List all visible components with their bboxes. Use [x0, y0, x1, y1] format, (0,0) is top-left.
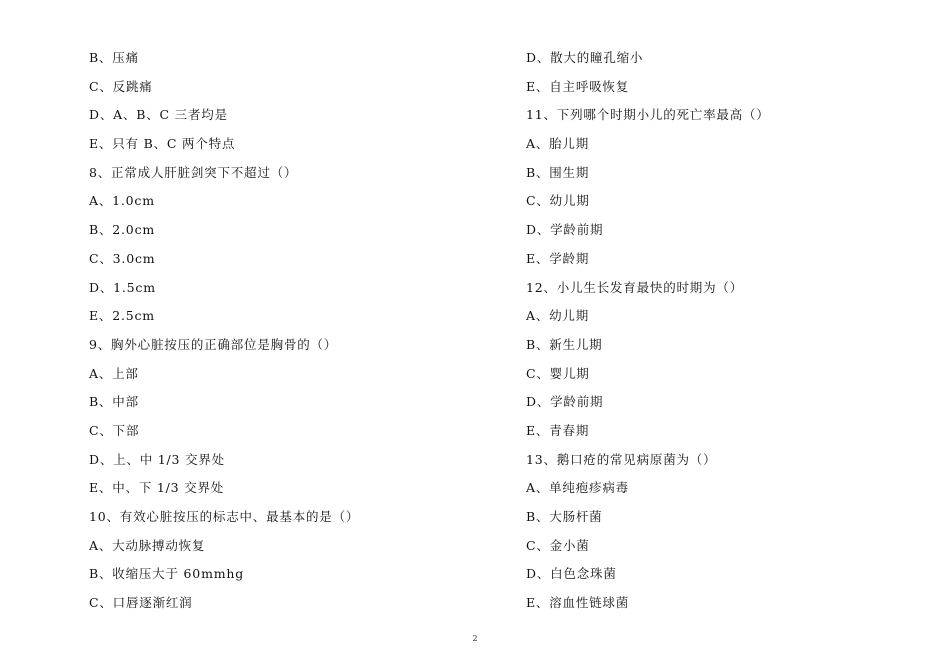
text-line: C、婴儿期: [526, 365, 590, 381]
page-number: 2: [472, 634, 478, 643]
right-column: [526, 44, 926, 618]
text-line: D、学龄前期: [526, 222, 604, 238]
text-line: C、下部: [89, 422, 140, 438]
text-line: A、上部: [89, 365, 139, 381]
text-line: C、金小菌: [526, 537, 590, 553]
text-line: E、只有 B、C 两个特点: [89, 136, 236, 152]
text-line: D、散大的瞳孔缩小: [526, 50, 644, 65]
text-line: E、学龄期: [526, 250, 590, 266]
text-line: C、反跳痛: [89, 78, 153, 94]
text-line: A、大动脉搏动恢复: [89, 537, 206, 553]
question-line: 11、下列哪个时期小儿的死亡率最高（）: [526, 107, 770, 123]
text-line: E、溶血性链球菌: [526, 595, 630, 611]
text-line: A、1.0cm: [89, 193, 155, 209]
left-column: [89, 44, 489, 618]
text-line: D、1.5cm: [89, 279, 156, 295]
text-line: B、2.0cm: [89, 222, 156, 238]
text-line: E、2.5cm: [89, 308, 155, 324]
question-line: 8、正常成人肝脏剑突下不超过（）: [89, 164, 298, 180]
text-line: B、围生期: [526, 164, 590, 180]
question-line: 9、胸外心脏按压的正确部位是胸骨的（）: [89, 336, 338, 352]
text-line: B、中部: [89, 394, 139, 410]
text-line: A、幼儿期: [526, 308, 590, 324]
text-line: E、青春期: [526, 422, 590, 438]
text-line: D、白色念珠菌: [526, 566, 617, 582]
text-line: D、A、B、C 三者均是: [89, 107, 228, 123]
question-line: 10、有效心脏按压的标志中、最基本的是（）: [89, 509, 360, 524]
text-line: B、收缩压大于 60mmhg: [89, 566, 245, 582]
text-line: A、胎儿期: [526, 136, 590, 152]
text-line: B、压痛: [89, 50, 139, 65]
text-line: B、新生儿期: [526, 336, 603, 352]
question-line: 12、小儿生长发育最快的时期为（）: [526, 279, 744, 295]
text-line: E、自主呼吸恢复: [526, 78, 630, 94]
text-line: C、3.0cm: [89, 250, 156, 266]
text-line: E、中、下 1/3 交界处: [89, 480, 225, 496]
text-line: B、大肠杆菌: [526, 509, 603, 524]
text-line: C、口唇逐渐红润: [89, 595, 193, 611]
text-line: C、幼儿期: [526, 193, 590, 209]
text-line: A、单纯疱疹病毒: [526, 480, 629, 496]
question-line: 13、鹅口疮的常见病原菌为（）: [526, 451, 717, 467]
text-line: D、学龄前期: [526, 394, 604, 410]
text-line: D、上、中 1/3 交界处: [89, 451, 225, 467]
